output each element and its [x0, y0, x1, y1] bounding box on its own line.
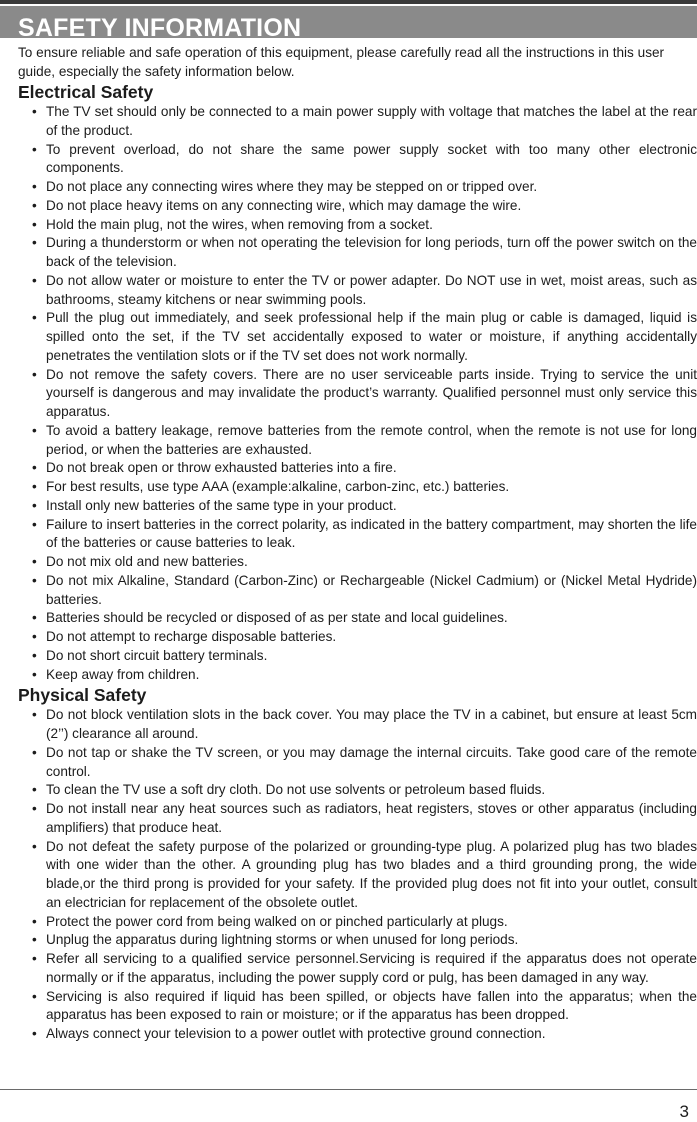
bullet-icon: • [32, 629, 37, 644]
list-item-text: Do not place any connecting wires where they may be stepped on or tripped over. [46, 179, 538, 194]
list-item-text: Batteries should be recycled or disposed of as per state and local guidelines. [46, 610, 508, 626]
page-number: 3 [679, 1102, 689, 1121]
electrical-safety-list [18, 103, 697, 684]
list-item-text: To clean the TV use a soft dry cloth. Do not use solvents or petroleum based fluids. [46, 782, 546, 798]
list-item-text: Do not mix Alkaline, Standard (Carbon-Zinc) or Rechargeable (Nickel Cadmium) or (Nickel Metal Hydride) batteries. [46, 572, 697, 607]
list-item-text: Hold the main plug, not the wires, when removing from a socket. [46, 216, 433, 232]
bullet-icon: • [32, 235, 37, 251]
list-item-text: Do not install near any heat sources such as radiators, heat registers, stoves or other apparatus (including amplifiers) that produce heat. [46, 801, 697, 835]
bottom-rule [0, 1089, 697, 1090]
list-item-text: Do not block ventilation slots in the back cover. You may place the TV in a cabinet, but ensure at least 5cm (2’’) clearance all around. [46, 707, 697, 741]
list-item [18, 931, 697, 950]
physical-safety-list [18, 706, 697, 1044]
bullet-icon: • [32, 647, 37, 663]
section-title-physical-safety: Physical Safety [18, 685, 147, 706]
list-item [18, 366, 697, 422]
bullet-icon: • [32, 951, 37, 966]
bullet-icon: • [32, 422, 37, 438]
list-item-text: Keep away from children. [46, 666, 200, 682]
list-item [18, 516, 697, 554]
bullet-icon: • [32, 460, 37, 476]
list-item [18, 197, 697, 216]
list-item-text: During a thunderstorm or when not operating the television for long periods, turn off the power switch on the back of the television. [46, 235, 697, 269]
list-item [18, 628, 697, 647]
list-item [18, 647, 697, 666]
list-item [18, 744, 697, 782]
bullet-icon: • [32, 801, 37, 816]
bullet-icon: • [32, 179, 37, 194]
list-item-text: For best results, use type AAA (example:alkaline, carbon-zinc, etc.) batteries. [46, 479, 510, 494]
list-item-text: To avoid a battery leakage, remove batteries from the remote control, when the remote is not use for long period, or when the batteries are exhausted. [46, 422, 697, 457]
list-item-text: Servicing is also required if liquid has been spilled, or objects have fallen into the apparatus; when the apparatus has been exposed to rain or moisture; or if the apparatus has been dropped. [46, 988, 697, 1023]
list-item [18, 497, 697, 516]
list-item-text: Failure to insert batteries in the correct polarity, as indicated in the battery compartment, may shorten the life of the batteries or cause batteries to leak. [46, 516, 697, 551]
bullet-icon: • [32, 554, 37, 569]
list-item-text: Do not place heavy items on any connecting wire, which may damage the wire. [46, 197, 522, 213]
list-item [18, 609, 697, 628]
list-item [18, 988, 697, 1026]
list-item [18, 216, 697, 235]
bullet-icon: • [32, 497, 37, 513]
content [18, 43, 697, 1044]
bullet-icon: • [32, 707, 37, 723]
bullet-icon: • [32, 913, 37, 929]
list-item [18, 459, 697, 478]
list-item [18, 178, 697, 197]
list-item [18, 800, 697, 838]
list-item-text: Do not remove the safety covers. There are no user serviceable parts inside. Trying to service the unit yourself is dangerous and may invalidate the product’s warranty. Qualified personnel must only service this apparatus. [46, 366, 697, 419]
list-item-text: Do not allow water or moisture to enter the TV or power adapter. Do NOT use in wet, moist areas, such as bathrooms, steamy kitchens or near swimming pools. [46, 272, 697, 307]
bullet-icon: • [32, 782, 37, 798]
list-item-text: Refer all servicing to a qualified service personnel.Servicing is required if the apparatus does not operate normally or if the apparatus, including the power supply cord or pulg, has been damaged in any way. [46, 951, 697, 985]
page-title: SAFETY INFORMATION [18, 14, 302, 42]
bullet-icon: • [32, 141, 37, 157]
list-item-text: Always connect your television to a power outlet with protective ground connection. [46, 1026, 546, 1041]
list-item-text: Do not attempt to recharge disposable batteries. [46, 629, 337, 644]
list-item [18, 950, 697, 988]
list-item [18, 913, 697, 932]
list-item [18, 234, 697, 272]
bullet-icon: • [32, 310, 37, 326]
bullet-icon: • [32, 216, 37, 232]
list-item [18, 141, 697, 179]
list-item-text: Do not break open or throw exhausted batteries into a fire. [46, 460, 397, 476]
bullet-icon: • [32, 988, 37, 1004]
list-item-text: Do not tap or shake the TV screen, or you may damage the internal circuits. Take good care of the remote control. [46, 744, 697, 779]
bullet-icon: • [32, 104, 37, 119]
list-item [18, 103, 697, 141]
bullet-icon: • [32, 932, 37, 948]
bullet-icon: • [32, 666, 37, 682]
list-item-text: Install only new batteries of the same type in your product. [46, 497, 397, 513]
section-title-electrical-safety: Electrical Safety [18, 82, 154, 102]
list-item [18, 272, 697, 310]
list-item-text: Do not mix old and new batteries. [46, 554, 248, 569]
bullet-icon: • [32, 272, 37, 288]
bullet-icon: • [32, 572, 37, 588]
list-item [18, 781, 697, 800]
list-item [18, 1025, 697, 1044]
list-item [18, 572, 697, 610]
bullet-icon: • [32, 366, 37, 382]
list-item [18, 553, 697, 572]
intro-paragraph: To ensure reliable and safe operation of this equipment, please carefully read all the instructions in this user guide, especially the safety information below. [18, 45, 665, 79]
bullet-icon: • [32, 744, 37, 760]
list-item [18, 706, 697, 744]
bullet-icon: • [32, 516, 37, 532]
list-item-text: The TV set should only be connected to a main power supply with voltage that matches the label at the rear of the product. [46, 104, 697, 138]
list-item [18, 838, 697, 913]
list-item-text: Protect the power cord from being walked on or pinched particularly at plugs. [46, 913, 508, 929]
list-item-text: Do not short circuit battery terminals. [46, 647, 268, 663]
list-item-text: To prevent overload, do not share the same power supply socket with too many other electronic components. [46, 141, 697, 176]
list-item [18, 422, 697, 460]
bullet-icon: • [32, 838, 37, 854]
list-item-text: Unplug the apparatus during lightning storms or when unused for long periods. [46, 932, 519, 948]
list-item [18, 666, 697, 685]
list-item-text: Do not defeat the safety purpose of the polarized or grounding-type plug. A polarized plug has two blades with one wider than the other. A grounding plug has two blades and a third grounding prong, the wide blade,or the third prong is provided for your safety. If the provided plug does not fit into your outlet, consult an electrician for replacement of the obsolete outlet. [46, 838, 697, 910]
list-item [18, 478, 697, 497]
top-rule [0, 0, 697, 4]
bullet-icon: • [32, 610, 37, 626]
list-item [18, 309, 697, 365]
bullet-icon: • [32, 479, 37, 494]
list-item-text: Pull the plug out immediately, and seek professional help if the main plug or cable is damaged, liquid is spilled onto the set, if the TV set accidentally exposed to water or moisture, if anything accidentally penetrates the ventilation slots or if the TV set does not work normally. [46, 310, 697, 363]
bullet-icon: • [32, 1026, 37, 1041]
bullet-icon: • [32, 197, 37, 213]
